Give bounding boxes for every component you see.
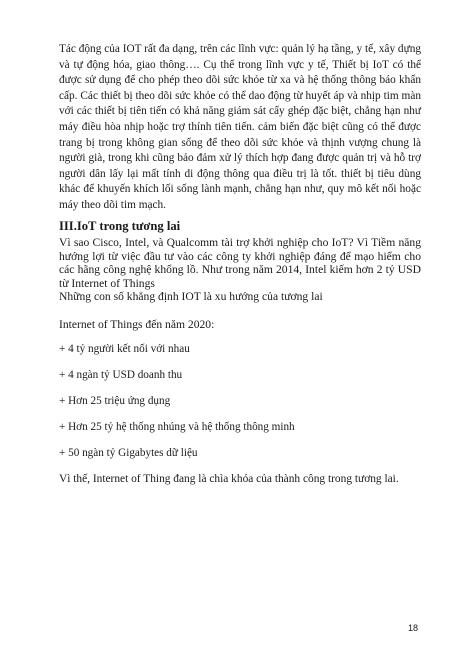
- list-item: + 4 tỷ người kết nối với nhau: [59, 343, 190, 355]
- page-number: 18: [408, 623, 419, 633]
- paragraph-trend: Những con số khẳng định IOT là xu hướng của tương lai: [59, 290, 323, 303]
- closing-paragraph: Vì thế, Internet of Thing đang là chìa khóa của thành công trong tương lai.: [59, 473, 399, 485]
- paragraph-investment: Vì sao Cisco, Intel, và Qualcomm tài trợ khởi nghiệp cho IoT? Vì Tiềm năng hướng lợi từ việc đầu tư vào các công ty khởi nghiệp đáng để mạo hiểm cho các hãng công nghệ khổng lồ. Như trong năm 2014, Intel kiếm hơn 2 tỷ USD từ Internet of Things: [59, 236, 421, 290]
- paragraph-iot-impact: Tác động của IOT rất đa dạng, trên các lĩnh vực: quản lý hạ tầng, y tế, xây dựng và tự động hóa, giao thông…. Cụ thể trong lĩnh vực y tế, Thiết bị IoT có thể được sử dụng để cho phép theo dõi sức khỏe từ xa và hệ thống thông báo khẩn cấp. Các thiết bị theo dõi sức khỏe có thể dao động từ huyết áp và nhịp tim màn với các thiết bị tiên tiến có khả năng giám sát cấy ghép đặc biệt, chẳng hạn như máy điều hòa nhịp hoặc trợ thính tiên tiến. cảm biến đặc biệt cũng có thể được trang bị trong không gian sống để theo dõi sức khỏe và thịnh vượng chung là người già, trong khi cũng bảo đảm xử lý thích hợp đang được quản trị và hỗ trợ người dân lấy lại mất tính di động thông qua điều trị là tốt. thiết bị tiêu dùng khác để khuyến khích lối sống lành mạnh, chẳng hạn như, quy mô kết nối hoặc máy theo dõi tim mạch.: [59, 43, 421, 211]
- list-item: + Hơn 25 triệu ứng dụng: [59, 395, 171, 407]
- list-item: + 50 ngàn tỷ Gigabytes dữ liệu: [59, 447, 198, 459]
- iot-2020-title: Internet of Things đến năm 2020:: [59, 318, 215, 331]
- list-item: + Hơn 25 tỷ hệ thống nhúng và hệ thống thông minh: [59, 421, 295, 433]
- section-heading: III.IoT trong tương lai: [59, 219, 181, 233]
- list-item: + 4 ngàn tỷ USD doanh thu: [59, 369, 183, 381]
